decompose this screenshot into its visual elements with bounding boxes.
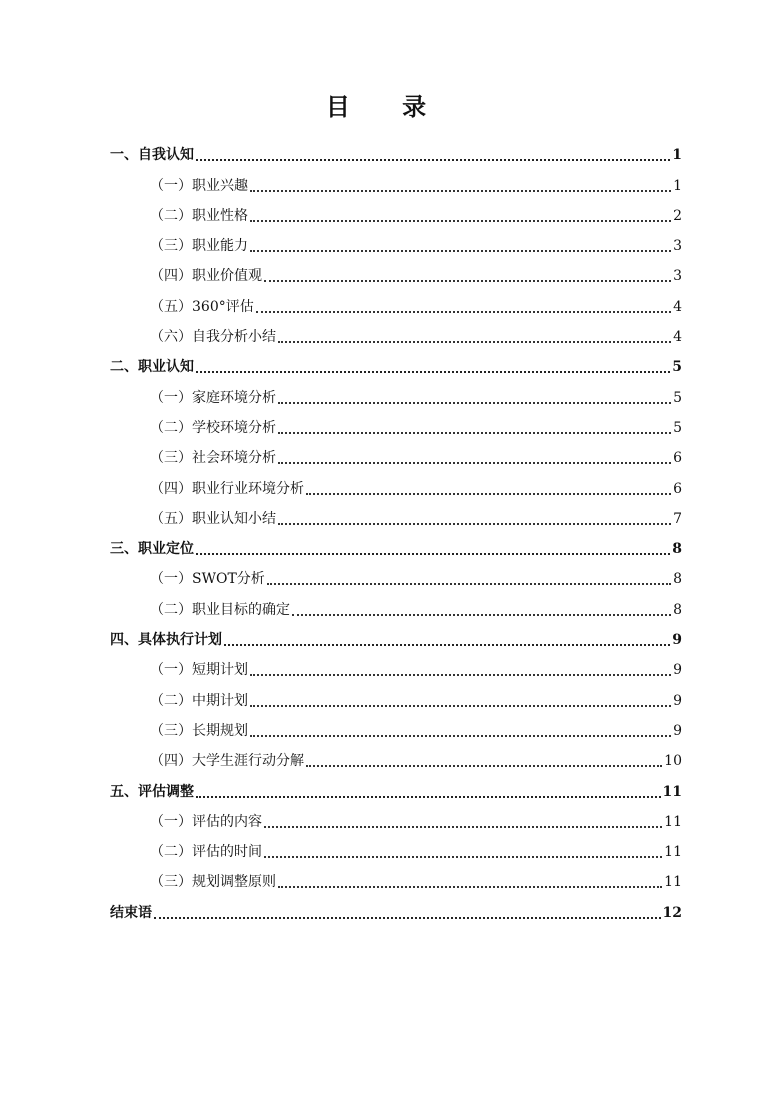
- toc-page-number: 6: [673, 450, 682, 467]
- toc-chapter-entry[interactable]: [110, 771, 682, 801]
- toc-section-entry[interactable]: [110, 589, 682, 619]
- toc-dot-leader: [196, 796, 661, 798]
- toc-entry-title: （三）规划调整原则: [150, 874, 276, 891]
- toc-entry-title: （一）职业兴趣: [150, 177, 248, 194]
- toc-page-number: 9: [673, 722, 682, 739]
- toc-page-number: 7: [673, 510, 682, 527]
- toc-entry-title: （二）学校环境分析: [150, 419, 276, 436]
- toc-page-number: 4: [673, 298, 682, 315]
- toc-dot-leader: [264, 856, 662, 858]
- toc-entry-title: （四）职业行业环境分析: [150, 480, 304, 497]
- toc-dot-leader: [306, 493, 671, 495]
- toc-section-entry[interactable]: [110, 317, 682, 347]
- toc-entry-title: （二）职业性格: [150, 207, 248, 224]
- toc-list: [110, 135, 682, 923]
- toc-page-number: 5: [672, 359, 682, 376]
- toc-dot-leader: [250, 250, 671, 252]
- toc-section-entry[interactable]: [110, 559, 682, 589]
- toc-dot-leader: [278, 886, 662, 888]
- toc-entry-title: 三、职业定位: [110, 541, 194, 558]
- toc-entry-title: 二、职业认知: [110, 359, 194, 376]
- toc-page-number: 10: [664, 753, 682, 770]
- toc-page-number: 5: [673, 389, 682, 406]
- toc-entry-title: （二）评估的时间: [150, 844, 262, 861]
- toc-dot-leader: [256, 311, 671, 313]
- toc-section-entry[interactable]: [110, 377, 682, 407]
- toc-entry-title: （二）职业目标的确定: [150, 601, 290, 618]
- toc-page-number: 8: [673, 601, 682, 618]
- toc-dot-leader: [292, 614, 671, 616]
- toc-page-number: 9: [673, 692, 682, 709]
- toc-section-entry[interactable]: [110, 741, 682, 771]
- toc-section-entry[interactable]: [110, 226, 682, 256]
- toc-entry-title: 结束语: [110, 904, 152, 921]
- toc-section-entry[interactable]: [110, 468, 682, 498]
- toc-section-entry[interactable]: [110, 680, 682, 710]
- toc-dot-leader: [196, 371, 670, 373]
- toc-dot-leader: [250, 705, 671, 707]
- toc-section-entry[interactable]: [110, 286, 682, 316]
- toc-section-entry[interactable]: [110, 862, 682, 892]
- toc-page-number: 12: [662, 904, 682, 921]
- toc-entry-title: （一）家庭环境分析: [150, 389, 276, 406]
- toc-page-number: 8: [673, 571, 682, 588]
- toc-entry-title: （五）360°评估: [150, 298, 254, 315]
- toc-dot-leader: [278, 402, 671, 404]
- toc-page-number: 11: [664, 844, 682, 861]
- toc-entry-title: （四）大学生涯行动分解: [150, 753, 304, 770]
- toc-dot-leader: [250, 674, 671, 676]
- toc-chapter-entry[interactable]: [110, 347, 682, 377]
- toc-dot-leader: [250, 735, 671, 737]
- toc-page-number: 1: [673, 177, 682, 194]
- toc-dot-leader: [278, 523, 671, 525]
- toc-section-entry[interactable]: [110, 165, 682, 195]
- toc-page-number: 9: [673, 662, 682, 679]
- toc-chapter-entry[interactable]: [110, 135, 682, 165]
- toc-page-number: 3: [673, 238, 682, 255]
- toc-section-entry[interactable]: [110, 711, 682, 741]
- toc-dot-leader: [196, 553, 670, 555]
- toc-entry-title: 一、自我认知: [110, 147, 194, 164]
- toc-section-entry[interactable]: [110, 438, 682, 468]
- toc-entry-title: （三）职业能力: [150, 238, 248, 255]
- toc-entry-title: （五）职业认知小结: [150, 510, 276, 527]
- toc-page-number: 1: [672, 147, 682, 164]
- toc-section-entry[interactable]: [110, 256, 682, 286]
- toc-title: 目 录: [325, 92, 449, 121]
- toc-dot-leader: [267, 583, 671, 585]
- toc-section-entry[interactable]: [110, 196, 682, 226]
- toc-page-number: 4: [673, 329, 682, 346]
- toc-page-number: 2: [673, 207, 682, 224]
- toc-chapter-entry[interactable]: [110, 620, 682, 650]
- toc-section-entry[interactable]: [110, 650, 682, 680]
- toc-entry-title: 四、具体执行计划: [110, 632, 222, 649]
- toc-page-number: 9: [672, 632, 682, 649]
- toc-page-number: 11: [662, 783, 682, 800]
- toc-dot-leader: [264, 280, 671, 282]
- toc-section-entry[interactable]: [110, 832, 682, 862]
- toc-entry-title: （一）SWOT分析: [150, 571, 265, 588]
- toc-page-number: 3: [673, 268, 682, 285]
- toc-section-entry[interactable]: [110, 499, 682, 529]
- toc-entry-title: （三）长期规划: [150, 722, 248, 739]
- toc-entry-title: 五、评估调整: [110, 783, 194, 800]
- toc-entry-title: （四）职业价值观: [150, 268, 262, 285]
- toc-dot-leader: [306, 765, 662, 767]
- toc-dot-leader: [278, 341, 671, 343]
- toc-dot-leader: [196, 159, 670, 161]
- toc-dot-leader: [250, 190, 671, 192]
- toc-page-number: 8: [672, 541, 682, 558]
- toc-dot-leader: [278, 432, 671, 434]
- toc-dot-leader: [250, 220, 671, 222]
- toc-page-number: 5: [673, 419, 682, 436]
- toc-chapter-entry[interactable]: [110, 529, 682, 559]
- toc-section-entry[interactable]: [110, 408, 682, 438]
- toc-entry-title: （一）评估的内容: [150, 813, 262, 830]
- toc-page-number: 11: [664, 813, 682, 830]
- toc-page-number: 6: [673, 480, 682, 497]
- toc-dot-leader: [264, 826, 662, 828]
- toc-section-entry[interactable]: [110, 802, 682, 832]
- toc-dot-leader: [224, 644, 670, 646]
- toc-entry-title: （一）短期计划: [150, 662, 248, 679]
- toc-chapter-entry[interactable]: [110, 892, 682, 922]
- toc-entry-title: （六）自我分析小结: [150, 329, 276, 346]
- toc-entry-title: （三）社会环境分析: [150, 450, 276, 467]
- toc-entry-title: （二）中期计划: [150, 692, 248, 709]
- toc-page-number: 11: [664, 874, 682, 891]
- toc-dot-leader: [154, 917, 661, 919]
- toc-dot-leader: [278, 462, 671, 464]
